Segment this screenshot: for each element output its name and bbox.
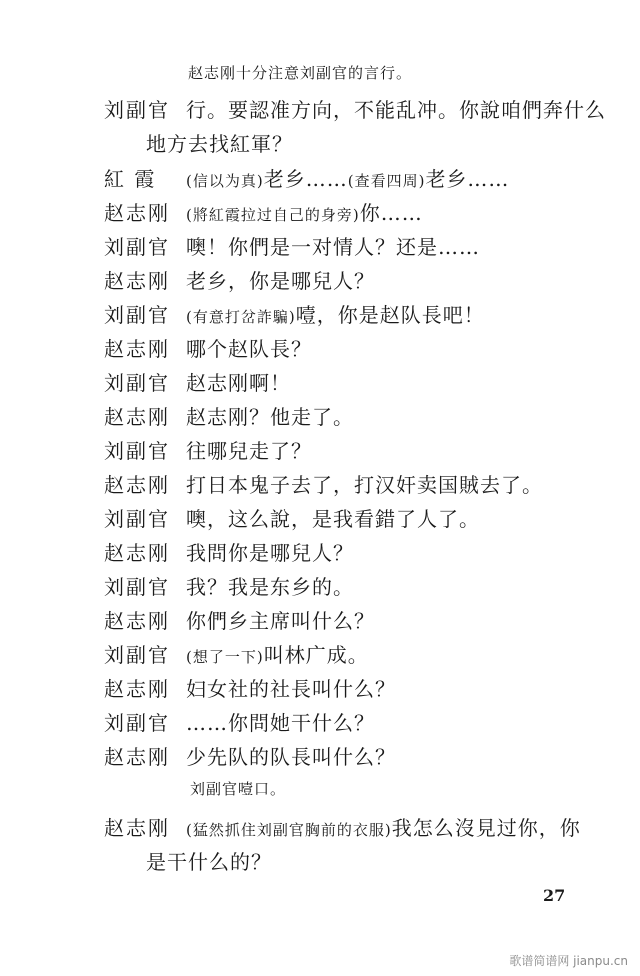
speech-text: 哪个赵队長？: [186, 337, 312, 361]
dialogue-line: [0, 333, 640, 367]
dialogue-line: [0, 94, 640, 128]
speech-text: 行。要認准方向，不能乱冲。你說咱們奔什么: [186, 98, 606, 122]
speech-text: 赵志刚？他走了。: [186, 405, 354, 429]
speech-with-direction: [186, 197, 423, 226]
speech-text: 往哪兒走了？: [186, 439, 312, 463]
page-number: 27: [543, 886, 566, 905]
dialogue-line: [0, 163, 640, 197]
speaker-name: 刘副官: [104, 711, 170, 735]
speaker-name: 赵志刚: [104, 405, 170, 429]
speaker-name: 赵志刚: [104, 337, 170, 361]
dialogue-continuation: [0, 128, 640, 162]
speech-text: 老乡……: [425, 167, 510, 191]
speech-text: 我問你是哪兒人？: [186, 541, 354, 565]
dialogue-line: [0, 469, 640, 503]
speech-text: 你……: [359, 201, 423, 225]
speech-with-direction: [186, 163, 509, 192]
speech-text: 噢！你們是一对情人？还是……: [186, 235, 480, 259]
speaker-name: 赵志刚: [104, 745, 170, 769]
stage-direction-mid: 刘副官噎口。: [190, 780, 287, 798]
stage-direction: (有意打岔詐騙): [186, 308, 296, 326]
speaker-name: 刘副官: [104, 98, 170, 122]
speaker-name: 刘副官: [104, 439, 170, 463]
stage-direction: (猛然抓住刘副官胸前的衣服): [186, 821, 392, 839]
dialogue-line: [0, 571, 640, 605]
speech-text: 老乡，你是哪兒人？: [186, 269, 375, 293]
speech-text: 妇女社的社長叫什么？: [186, 677, 396, 701]
speech-text: 噢，这么說，是我看錯了人了。: [186, 507, 480, 531]
speaker-name: 刘副官: [104, 507, 170, 531]
dialogue-line: [0, 197, 640, 231]
dialogue-line: [0, 231, 640, 265]
speaker-name: 赵志刚: [104, 816, 170, 840]
dialogue-line: [0, 812, 640, 846]
speech-text: 你們乡主席叫什么？: [186, 609, 375, 633]
speaker-name: 赵志刚: [104, 541, 170, 565]
speech-with-direction: [186, 812, 581, 841]
dialogue-line: [0, 707, 640, 741]
stage-direction-top: 赵志刚十分注意刘副官的言行。: [188, 64, 413, 82]
speech-text: 我怎么沒見过你，你: [391, 816, 581, 840]
stage-direction: (想了一下): [186, 648, 264, 666]
dialogue-continuation: [0, 846, 640, 880]
speech-text: 是干什么的？: [146, 850, 272, 874]
speech-text: 噎，你是赵队長吧！: [295, 303, 485, 327]
speech-with-direction: [186, 639, 369, 668]
speaker-name: 赵志刚: [104, 677, 170, 701]
speech-text: 少先队的队長叫什么？: [186, 745, 396, 769]
speaker-name: 赵志刚: [104, 473, 170, 497]
dialogue-line: [0, 537, 640, 571]
speaker-name: 刘副官: [104, 575, 170, 599]
dialogue-line: [0, 639, 640, 673]
speaker-name: 赵志刚: [104, 609, 170, 633]
speech-text: 赵志刚啊！: [186, 371, 291, 395]
stage-direction: (信以为真): [186, 172, 264, 190]
speaker-name: 刘副官: [104, 235, 170, 259]
dialogue-line: [0, 265, 640, 299]
dialogue-line: [0, 503, 640, 537]
speech-text: 地方去找紅軍？: [146, 132, 293, 156]
speaker-name: 赵志刚: [104, 269, 170, 293]
speech-text: 叫林广成。: [263, 643, 369, 667]
speech-text: 打日本鬼子去了，打汉奸卖国賊去了。: [186, 473, 543, 497]
speaker-name: 紅 霞: [104, 167, 157, 191]
dialogue-line: [0, 673, 640, 707]
dialogue-line: [0, 435, 640, 469]
dialogue-line: [0, 299, 640, 333]
speech-text: ……你問她干什么？: [186, 711, 375, 735]
dialogue-line: [0, 741, 640, 775]
stage-direction: (查看四周): [347, 172, 426, 190]
dialogue-line: [0, 367, 640, 401]
speech-with-direction: [186, 299, 485, 328]
speaker-name: 刘副官: [104, 303, 170, 327]
speech-text: 我？我是东乡的。: [186, 575, 354, 599]
speaker-name: 刘副官: [104, 643, 170, 667]
watermark: 歌谱简谱网 jianpu.cn: [509, 954, 628, 968]
speaker-name: 刘副官: [104, 371, 170, 395]
dialogue-line: [0, 401, 640, 435]
stage-direction: (將紅霞拉过自己的身旁): [186, 206, 360, 224]
speaker-name: 赵志刚: [104, 201, 170, 225]
dialogue-line: [0, 605, 640, 639]
speech-text: 老乡……: [263, 167, 348, 191]
